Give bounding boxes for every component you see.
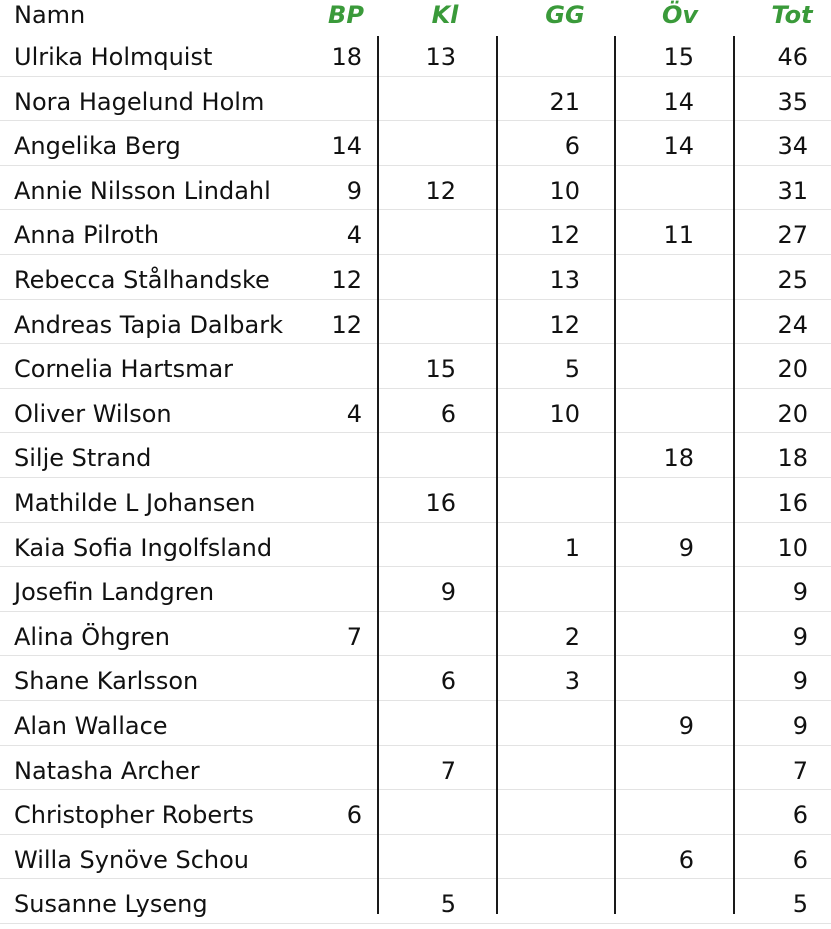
table-row xyxy=(0,210,831,255)
row-kl-value xyxy=(400,121,456,166)
row-kl-value xyxy=(400,523,456,568)
row-bp-value: 12 xyxy=(331,265,362,294)
table-row xyxy=(0,701,831,746)
row-bp-value: 18 xyxy=(331,43,362,71)
row-name: Willa Synöve Schou xyxy=(14,845,250,874)
row-ov-value: 15 xyxy=(663,43,694,71)
row-name: Anna Pilroth xyxy=(14,221,160,250)
table-body xyxy=(0,32,831,924)
row-ov-value xyxy=(630,166,694,211)
row-kl-value xyxy=(400,433,456,478)
table-row xyxy=(0,746,831,791)
table-row xyxy=(0,255,831,300)
row-gg-value: 3 xyxy=(564,667,580,696)
row-ov-value: 18 xyxy=(663,444,694,473)
row-gg-value xyxy=(510,879,580,924)
row-tot-value: 6 xyxy=(792,801,808,830)
row-name: Alina Öhgren xyxy=(14,622,170,651)
row-name: Alan Wallace xyxy=(14,711,168,740)
table-row xyxy=(0,433,831,478)
row-name: Annie Nilsson Lindahl xyxy=(14,176,271,205)
row-bp-value xyxy=(300,478,362,523)
row-name: Angelika Berg xyxy=(14,132,181,161)
row-kl-value xyxy=(400,701,456,746)
row-gg-value: 2 xyxy=(564,622,580,651)
table-row xyxy=(0,879,831,924)
column-divider xyxy=(377,36,379,914)
row-ov-value: 6 xyxy=(678,845,694,874)
row-kl-value xyxy=(400,255,456,300)
row-gg-value: 13 xyxy=(549,265,580,294)
row-gg-value xyxy=(510,567,580,612)
row-tot-value: 20 xyxy=(777,399,808,428)
row-name: Oliver Wilson xyxy=(14,399,172,428)
row-bp-value xyxy=(300,656,362,701)
row-kl-value xyxy=(400,612,456,657)
row-kl-value xyxy=(400,300,456,345)
row-tot-value: 25 xyxy=(777,265,808,294)
row-kl-value: 7 xyxy=(440,756,456,785)
table-row xyxy=(0,523,831,568)
row-tot-value: 35 xyxy=(777,87,808,116)
row-name: Mathilde L Johansen xyxy=(14,488,256,517)
header-ov: Öv xyxy=(661,1,699,29)
row-tot-value: 27 xyxy=(777,221,808,250)
row-gg-value xyxy=(510,478,580,523)
row-gg-value xyxy=(510,790,580,835)
row-gg-value xyxy=(510,835,580,880)
row-kl-value xyxy=(400,210,456,255)
row-ov-value xyxy=(630,790,694,835)
table-row xyxy=(0,166,831,211)
row-name: Silje Strand xyxy=(14,444,152,473)
row-tot-value: 9 xyxy=(792,667,808,696)
row-tot-value: 5 xyxy=(792,890,808,919)
row-gg-value xyxy=(510,701,580,746)
row-bp-value xyxy=(300,835,362,880)
row-gg-value xyxy=(510,746,580,791)
row-tot-value: 10 xyxy=(777,533,808,562)
row-ov-value: 11 xyxy=(663,221,694,250)
row-bp-value xyxy=(300,433,362,478)
row-gg-value: 6 xyxy=(564,132,580,161)
row-bp-value: 12 xyxy=(331,310,362,339)
row-ov-value xyxy=(630,612,694,657)
row-gg-value: 5 xyxy=(564,355,580,384)
column-divider xyxy=(733,36,735,914)
header-gg: GG xyxy=(545,1,585,29)
table-row xyxy=(0,835,831,880)
row-name: Andreas Tapia Dalbark xyxy=(14,310,284,339)
row-tot-value: 7 xyxy=(792,756,808,785)
row-ov-value xyxy=(630,879,694,924)
row-kl-value: 6 xyxy=(440,399,456,428)
row-tot-value: 18 xyxy=(777,444,808,473)
table-row xyxy=(0,567,831,612)
row-tot-value: 9 xyxy=(792,622,808,651)
row-ov-value: 9 xyxy=(678,711,694,740)
row-bp-value: 7 xyxy=(346,622,362,651)
row-bp-value xyxy=(300,344,362,389)
row-tot-value: 46 xyxy=(777,43,808,71)
column-divider xyxy=(614,36,616,914)
row-bp-value xyxy=(300,701,362,746)
row-bp-value xyxy=(300,746,362,791)
row-bp-value xyxy=(300,77,362,122)
row-gg-value: 10 xyxy=(549,399,580,428)
row-kl-value: 6 xyxy=(440,667,456,696)
table-row xyxy=(0,300,831,345)
row-name: Ulrika Holmquist xyxy=(14,43,213,71)
row-kl-value: 15 xyxy=(425,355,456,384)
row-name: Kaia Sofia Ingolfsland xyxy=(14,533,273,562)
row-tot-value: 24 xyxy=(777,310,808,339)
table-row xyxy=(0,612,831,657)
table-row xyxy=(0,478,831,523)
row-ov-value: 14 xyxy=(663,87,694,116)
header-kl: Kl xyxy=(431,1,459,29)
row-kl-value: 12 xyxy=(425,176,456,205)
row-ov-value: 9 xyxy=(678,533,694,562)
row-ov-value xyxy=(630,255,694,300)
header-tot: Tot xyxy=(771,1,813,29)
row-kl-value xyxy=(400,835,456,880)
table-row xyxy=(0,389,831,434)
row-name: Josefin Landgren xyxy=(14,578,215,607)
row-ov-value xyxy=(630,300,694,345)
column-divider xyxy=(496,36,498,914)
row-gg-value xyxy=(510,433,580,478)
row-bp-value xyxy=(300,879,362,924)
row-kl-value: 16 xyxy=(425,488,456,517)
row-bp-value xyxy=(300,567,362,612)
row-gg-value: 12 xyxy=(549,221,580,250)
row-name: Shane Karlsson xyxy=(14,667,199,696)
row-gg-value: 10 xyxy=(549,176,580,205)
table-row xyxy=(0,656,831,701)
table-row xyxy=(0,77,831,122)
row-kl-value: 9 xyxy=(440,578,456,607)
row-name: Susanne Lyseng xyxy=(14,890,208,919)
row-bp-value: 14 xyxy=(331,132,362,161)
row-kl-value: 5 xyxy=(440,890,456,919)
row-name: Cornelia Hartsmar xyxy=(14,355,234,384)
row-name: Rebecca Stålhandske xyxy=(14,265,270,294)
row-tot-value: 6 xyxy=(792,845,808,874)
row-bp-value: 4 xyxy=(346,399,362,428)
row-tot-value: 16 xyxy=(777,488,808,517)
row-tot-value: 20 xyxy=(777,355,808,384)
row-name: Christopher Roberts xyxy=(14,801,254,830)
row-tot-value: 9 xyxy=(792,578,808,607)
row-kl-value xyxy=(400,790,456,835)
table-row xyxy=(0,121,831,166)
row-tot-value: 9 xyxy=(792,711,808,740)
header-bp: BP xyxy=(328,1,364,29)
table-row xyxy=(0,790,831,835)
table-header xyxy=(0,0,831,32)
row-tot-value: 34 xyxy=(777,132,808,161)
row-ov-value xyxy=(630,389,694,434)
row-gg-value xyxy=(510,32,580,77)
row-ov-value: 14 xyxy=(663,132,694,161)
row-gg-value: 12 xyxy=(549,310,580,339)
row-name: Natasha Archer xyxy=(14,756,200,785)
row-bp-value: 4 xyxy=(346,221,362,250)
row-ov-value xyxy=(630,478,694,523)
row-ov-value xyxy=(630,567,694,612)
row-kl-value xyxy=(400,77,456,122)
row-ov-value xyxy=(630,656,694,701)
row-ov-value xyxy=(630,344,694,389)
table-row xyxy=(0,32,831,77)
row-kl-value: 13 xyxy=(425,43,456,71)
row-bp-value: 9 xyxy=(346,176,362,205)
row-name: Nora Hagelund Holm xyxy=(14,87,265,116)
row-bp-value xyxy=(300,523,362,568)
header-name: Namn xyxy=(14,1,86,29)
row-gg-value: 21 xyxy=(549,87,580,116)
row-gg-value: 1 xyxy=(564,533,580,562)
table-row xyxy=(0,344,831,389)
row-ov-value xyxy=(630,746,694,791)
row-bp-value: 6 xyxy=(346,801,362,830)
row-tot-value: 31 xyxy=(777,176,808,205)
